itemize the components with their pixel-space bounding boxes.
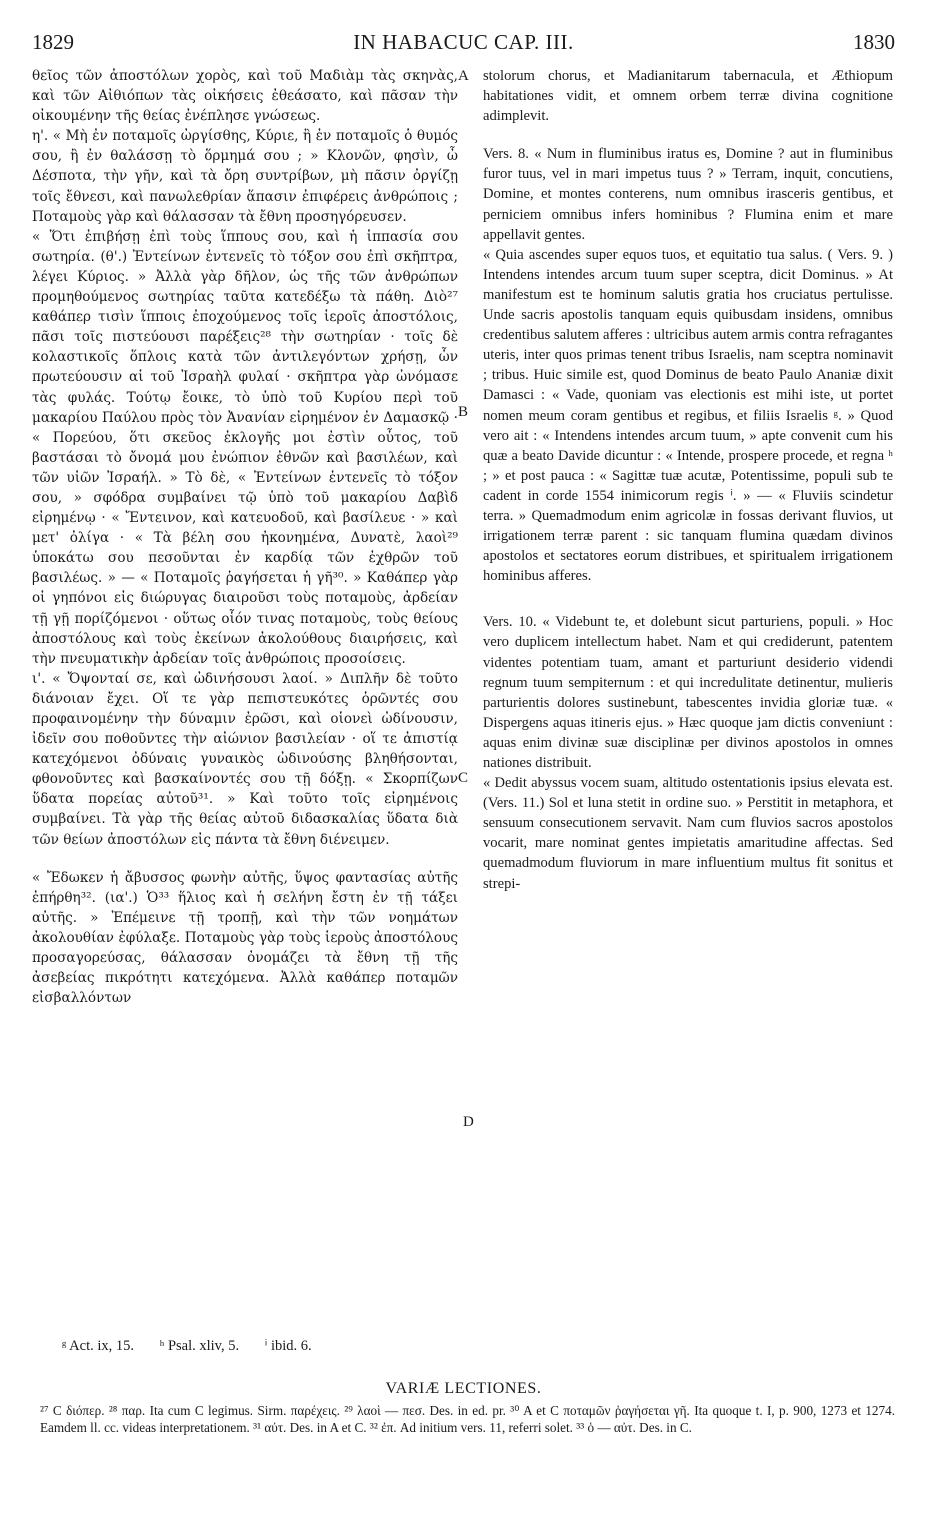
margin-letter: D [463,1114,474,1130]
running-title: IN HABACUC CAP. III. [353,30,574,54]
margin-letter: A [458,68,469,84]
latin-paragraph: stolorum chorus, et Madianitarum tabernacula, et Æthiopum habitationes vidit, et omnem orbem terræ divina cognitione adimplevit. [483,68,893,125]
greek-paragraph: θεῖος τῶν ἀποστόλων χορὸς, καὶ τοῦ Μαδιὰμ τὰς σκηνὰς, καὶ τῶν Αἰθιόπων τὰς οἰκήσεις ἐθεάσατο, καὶ πᾶσαν τὴν οἰκουμένην τῆς θείας ἐνέπλησε γνώσεως. [32,68,458,125]
greek-paragraph: « Ἔδωκεν ἡ ἄβυσσος φωνὴν αὐτῆς, ὕψος φαντασίας αὐτῆς ἐπήρθη³². (ια'.) Ὁ³³ ἥλιος καὶ ἡ σελήνη ἔστη ἐν τῇ τάξει αὐτῆς. » Ἐπέμεινε τῇ τροπῇ, καὶ τὴν τῶν νοημάτων ἀκολουθίαν ἐφύλαξε. Ποταμοὺς γὰρ τοὺς ἱεροὺς ἀποστόλους προσαγορεύσας, θάλασσαν ὀνομάζει τὰ ἔθνη τῇ τῆς ἀσεβείας πικρότητι κατεχόμενα. Ἀλλὰ καθάπερ ποταμῶν εἰσβαλλόντων [32,869,458,1007]
margin-letter: C [458,770,469,786]
greek-paragraph: « Ὅτι ἐπιβήσῃ ἐπὶ τοὺς ἵππους σου, καὶ ἡ ἱππασία σου σωτηρία. (θ'.) Ἐντείνων ἐντενεῖς τὸ τόξον σου ἐπὶ σκῆπτρα, λέγει Κύριος. » Ἀλλὰ γὰρ δῆλον, ὡς τῆς τῶν ἀνθρώπων προμηθούμενος σωτηρίας ταῦτα κατεδέξω τὰ πάθη. Διὸ²⁷ καθάπερ τισὶν ἵπποις ἐποχούμενος τοῖς ἱεροῖς ἀποστόλοις, πᾶσι τοῖς πιστεύουσι παρέξεις²⁸ τὴν σωτηρίαν · τοῖς δὲ κολαστικοῖς ὅπλοις κατὰ τῶν ἀντιλεγόντων χρήσῃ, ὧν πρωτεύουσιν αἱ τοῦ Ἰσραὴλ φυλαί · σκῆπτρα γὰρ ὠνόμασε τὰς φυλάς. Τούτῳ ἔοικε, τὸ ὑπὸ τοῦ Κυρίου περὶ τοῦ μακαρίου Παύλου πρὸς τὸν Ἀνανίαν εἰρημένον ἐν Δαμασκῷ · « Πορεύου, ὅτι σκεῦος ἐκλογῆς μοι ἐστὶν οὗτος, τοῦ βαστάσαι τὸ ὄνομά μου ἐνώπιον ἐθνῶν καὶ βασιλέων, καὶ τῶν υἱῶν Ἰσραήλ. » Τὸ δὲ, « Ἐντείνων ἐντενεῖς τὸ τόξον σου, » σφόδρα συμβαίνει τῷ ὑπὸ τοῦ μακαρίου Δαβὶδ εἰρημένῳ · « Ἔντεινον, καὶ κατευοδοῦ, καὶ βασίλευε · » καὶ μετ' ὀλίγα · « Τὰ βέλη σου ἠκονημένα, Δυνατὲ, λαοὶ²⁹ ὑποκάτω σου πεσοῦνται ἐν καρδίᾳ τῶν ἐχθρῶν τοῦ βασιλέως. » — « Ποταμοῖς ῥαγήσεται ἡ γῆ³⁰. » Καθάπερ γὰρ οἱ γηπόνοι εἰς διώρυγας διαιροῦσι τοὺς ποταμοὺς, ἀρδείαν τῇ γῇ πορίζόμενοι · οὕτως οἷόν τινας ποταμοὺς, τοὺς θείους ἀποστόλους καὶ τοὺς ἐκείνων ἀκολούθους διαιρήσεις, καὶ τὴν πνευματικὴν ἀρδείαν τοῖς ἀνθρώποις προσοίσεις. [32,228,458,667]
variae-lectiones-title: VARIÆ LECTIONES. [385,1380,542,1397]
page-number-left: 1829 [32,30,74,54]
running-header [32,30,895,60]
latin-paragraph: « Quia ascendes super equos tuos, et equitatio tua salus. ( Vers. 9. ) Intendens intendes arcum tuum super sceptra, dicit Dominus. » At manifestum est te hominum salutis gratia hos cruciatus pertulisse. Unde sacris apostolis tanquam equis quibusdam insidens, omnibus credentibus salutem afferes : ultricibus autem armis contra refragantes uteris, inter quos primas tenent tribus Israelis, nam sceptra nominavit ; tribus. Huic simile est, quod Dominus de beato Paulo Ananiæ dixit Damasci : « Vade, quoniam vas electionis est mihi iste, ut portet nomen meum coram gentibus et regibus, et filiis Israelis ᵍ. » Quod vero ait : « Intendens intendes arcum tuum, » apte convenit cum his quæ a beato Davide dicuntur : « Intende, prospere procede, et regna ʰ ; » et post pauca : « Sagittæ tuæ acutæ, Potentissime, populi sub te cadent in corde 1554 inimicorum regis ⁱ. » — « Fluviis scindetur terra. » Quemadmodum enim agricolæ in fossas derivant fluvios, ut irrigationem terræ parent : sic tanquam flumina quædam divinos apostolos et sectatores eorum distribues, et spiritualem irrigationem hominibus afferes. [483,246,893,585]
margin-letter: B [458,404,469,420]
footnote: ʰ Psal. xliv, 5. [159,1338,240,1354]
latin-paragraph: « Dedit abyssus vocem suam, altitudo ostentationis ipsius elevata est. (Vers. 11.) Sol et luna stetit in ordine suo. » Perstitit in metaphora, et sensuum consecutionem servavit. Nam cum fluvios sacros apostolos vocarit, mare nominat gentes impietatis amaritudine affectas. Sed quemadmodum fluviorum in mare influentium multus fit sonitus et strepi- [483,775,893,892]
greek-column [32,66,458,1008]
greek-paragraph: ι'. « Ὄψονταί σε, καὶ ὠδινήσουσι λαοί. » Διπλῆν δὲ τοῦτο διάνοιαν ἔχει. Οἵ τε γὰρ πεπιστευκότες ὁρῶντές σου προφαινομένην τὴν δύναμιν ἐρῶσι, καὶ οἱονεὶ ὠδίνουσιν, ἰδεῖν σου ποθοῦντες τὴν αἰώνιον βασιλείαν · οἵ τε ἀπιστίᾳ κατεχόμενοι ὀδύναις γυναικὸς ὠδινούσης βληθήσονται, φθονοῦντες καὶ βασκαίνοντές σου τῇ δόξῃ. « Σκορπίζων ὕδατα πορείας αὐτοῦ³¹. » Καὶ τοῦτο τοῖς εἰρημένοις συμβαίνει. Τὰ γὰρ τῆς θείας αὐτοῦ διδασκαλίας ὕδατα διὰ τῶν θείων ἀποστόλων εἰς πάντα τὰ ἔθνη διένειμεν. [32,670,458,848]
page-number-right: 1830 [853,30,895,54]
variae-lectiones-text: ²⁷ C διόπερ. ²⁸ παρ. Ita cum C legimus. Sirm. παρέχεις. ²⁹ λαοὶ — πεσ. Des. in ed. pr. ³⁰ A et C ποταμῶν ῥαγήσεται γῆ. Ita quoque t. I, p. 900, 1273 et 1274. Eamdem ll. cc. videas interpretationem. ³¹ αὐτ. Des. in A et C. ³² ἐπ. Ad initium vers. 11, referri solet. ³³ ὁ — αὐτ. Des. in C. [40,1403,895,1435]
footnotes [62,1338,334,1355]
greek-paragraph: η'. « Μὴ ἐν ποταμοῖς ὠργίσθης, Κύριε, ἢ ἐν ποταμοῖς ὁ θυμός σου, ἢ ἐν θαλάσσῃ τὸ ὅρμημά σου ; » Κλονῶν, φησὶν, ὦ Δέσποτα, τὴν γῆν, καὶ τὰ ὄρη συντρίβων, μὴ πᾶσιν ὀργίζῃ τοῖς ἔθνεσι, καὶ πανωλεθρίαν ἅπασιν ἐπιφέρεις ἀνθρώποις ; Ποταμοὺς γὰρ καὶ θάλασσαν τὰ ἔθνη προσηγόρευσεν. [32,128,458,225]
latin-paragraph: Vers. 8. « Num in fluminibus iratus es, Domine ? aut in fluminibus furor tuus, vel in mari impetus tuus ? » Terram, inquit, concutiens, Domine, et montes conterens, num omnibus irasceris gentibus, et perniciem omnibus infers hominibus ? Flumina enim et mare appellavit gentes. [483,146,893,243]
footnote: ᵍ Act. ix, 15. [62,1338,135,1354]
latin-paragraph: Vers. 10. « Videbunt te, et dolebunt sicut parturiens, populi. » Hoc vero duplicem intellectum habet. Nam et qui crediderunt, patentem videntes potentiam tuam, amant et parturiunt desiderio videndi regnum tuum sempiternum : et qui incredulitate detinentur, mulieris parturientis dolores sustinebunt, tabescentes invidia gloriæ tuæ. « Dispergens aquas itineris ejus. » Hæc quoque jam dictis conveniunt : aquas enim divinæ suæ disciplinæ per divinos apostolos in omnes nationes distribuit. [483,614,893,771]
footnote: ⁱ ibid. 6. [264,1338,312,1354]
latin-column [483,66,893,894]
